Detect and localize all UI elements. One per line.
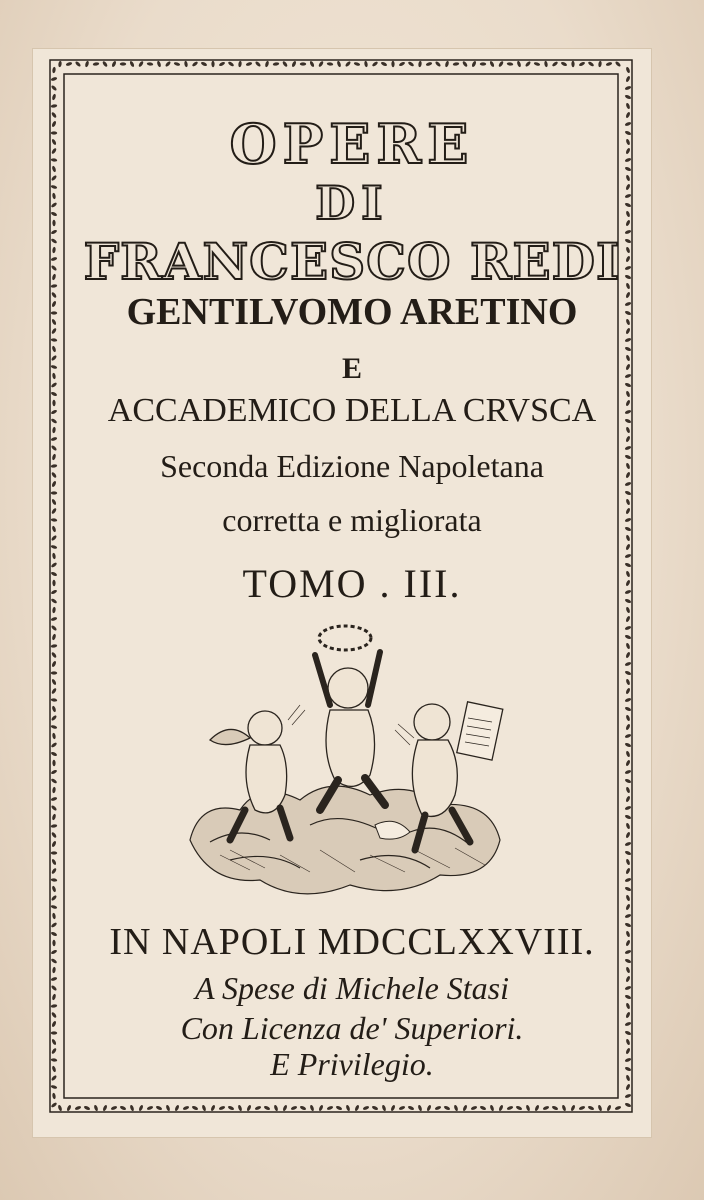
imprint-publisher: A Spese di Michele Stasi — [195, 970, 509, 1006]
volume-number: TOMO . III. — [242, 561, 462, 606]
imprint-privilege: E Privilegio. — [270, 1046, 434, 1082]
title-di: DI — [315, 176, 389, 230]
author-title: GENTILVOMO ARETINO — [126, 291, 578, 333]
imprint-place-date: IN NAPOLI MDCCLXXVIII. — [109, 921, 595, 963]
author-name: FRANCESCO REDI — [83, 232, 621, 291]
edition-line: Seconda Edizione Napoletana — [160, 448, 544, 484]
conjunction-e: E — [341, 352, 362, 385]
revision-line: corretta e migliorata — [222, 502, 482, 538]
imprint-license: Con Licenza de' Superiori. — [180, 1010, 524, 1046]
putti-vignette-illustration — [170, 610, 530, 910]
title-opere: OPERE — [229, 112, 475, 176]
academy-line: ACCADEMICO DELLA CRVSCA — [107, 392, 597, 429]
